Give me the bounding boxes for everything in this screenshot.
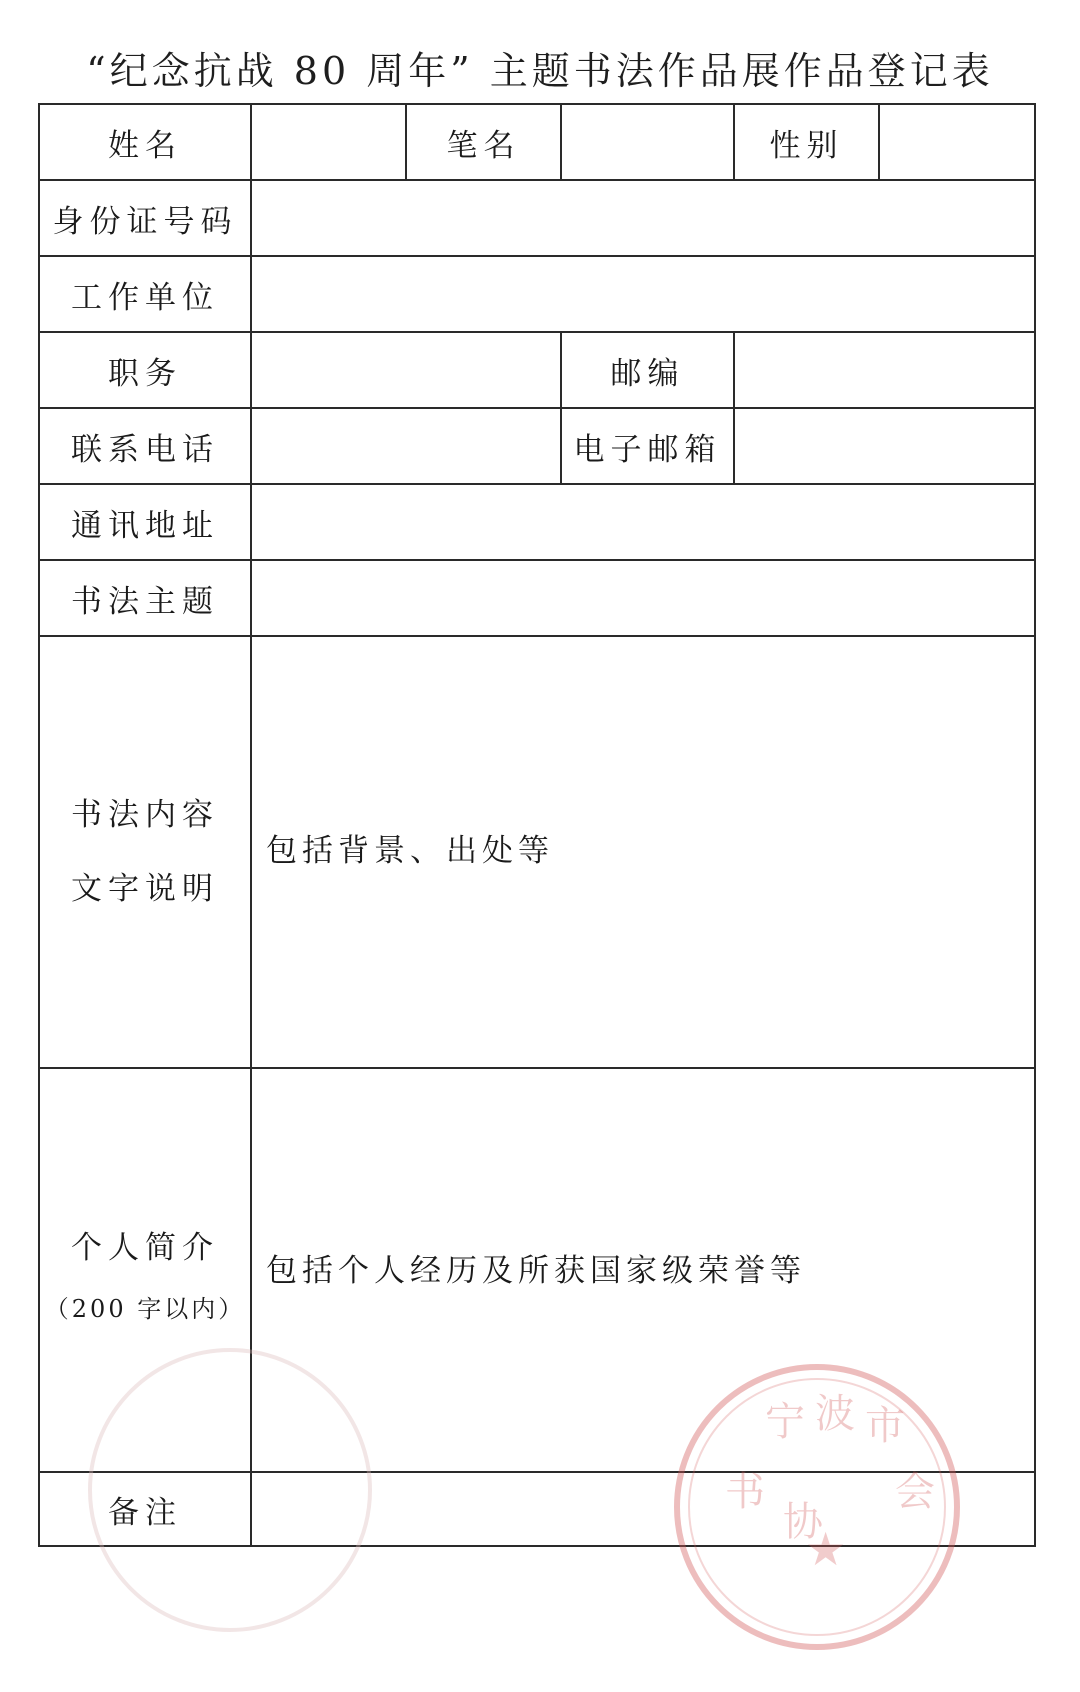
label-phone: 联系电话 bbox=[71, 431, 219, 468]
label-id-number: 身份证号码 bbox=[52, 203, 238, 240]
label-name: 姓名 bbox=[108, 127, 182, 164]
label-position: 职务 bbox=[108, 355, 182, 392]
svg-text:协: 协 bbox=[783, 1499, 823, 1545]
svg-text:★: ★ bbox=[805, 1522, 847, 1576]
theme-field[interactable] bbox=[252, 561, 1034, 635]
label-postcode: 邮编 bbox=[610, 355, 685, 392]
label-theme: 书法主题 bbox=[71, 583, 219, 620]
label-pen-name: 笔名 bbox=[446, 127, 521, 164]
label-bio-line1: 个人简介 bbox=[71, 1230, 219, 1266]
form-title: “纪念抗战 80 周年” 主题书法作品展作品登记表 bbox=[86, 49, 994, 93]
label-gender: 性别 bbox=[769, 127, 844, 164]
label-content-line1: 书法内容 bbox=[71, 797, 219, 833]
work-unit-field[interactable] bbox=[252, 257, 1034, 331]
address-field[interactable] bbox=[252, 485, 1034, 559]
faint-seal-stamp bbox=[70, 1330, 390, 1650]
svg-text:会: 会 bbox=[895, 1469, 935, 1515]
phone-field[interactable] bbox=[252, 409, 560, 483]
postcode-field[interactable] bbox=[735, 333, 1034, 407]
name-field[interactable] bbox=[252, 105, 405, 179]
svg-text:书: 书 bbox=[725, 1469, 765, 1515]
label-work-unit: 工作单位 bbox=[71, 279, 219, 316]
content-hint[interactable]: 包括背景、出处等 bbox=[266, 833, 554, 869]
label-content-line2: 文字说明 bbox=[71, 871, 219, 907]
label-content-description bbox=[40, 637, 250, 1067]
pen-name-field[interactable] bbox=[562, 105, 733, 179]
label-address: 通讯地址 bbox=[71, 507, 219, 544]
position-field[interactable] bbox=[252, 333, 560, 407]
gender-field[interactable] bbox=[880, 105, 1034, 179]
svg-text:波: 波 bbox=[815, 1391, 855, 1437]
id-number-field[interactable] bbox=[252, 181, 1034, 255]
svg-text:宁: 宁 bbox=[765, 1399, 805, 1445]
label-remarks: 备注 bbox=[108, 1494, 182, 1531]
red-seal-stamp bbox=[665, 1355, 970, 1660]
label-bio-line2: （200 字以内） bbox=[44, 1295, 246, 1323]
bio-hint[interactable]: 包括个人经历及所获国家级荣誉等 bbox=[266, 1253, 806, 1289]
email-field[interactable] bbox=[735, 409, 1034, 483]
svg-text:市: 市 bbox=[865, 1403, 905, 1449]
label-email: 电子邮箱 bbox=[573, 431, 722, 468]
